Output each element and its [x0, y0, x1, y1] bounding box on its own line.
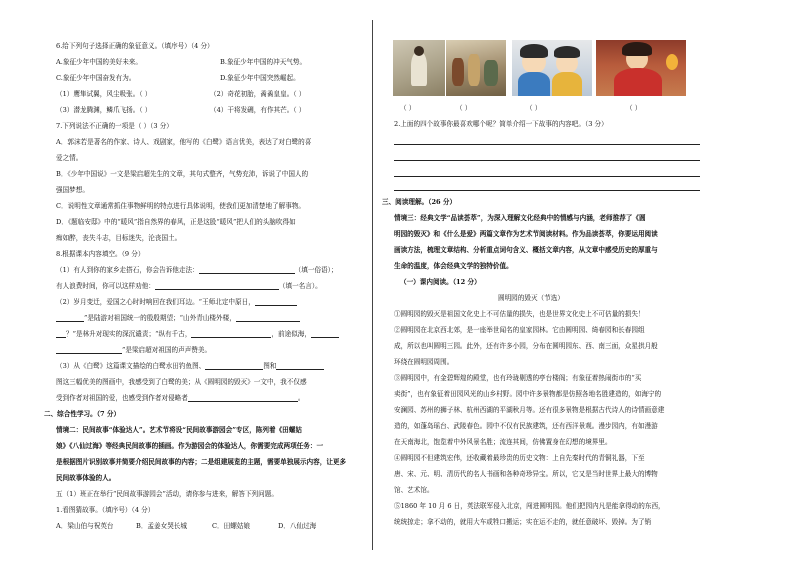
q8-line-4 [56, 314, 300, 322]
q8-text: （2）岁月变迁，爱国之心时时响回在我们耳边。“王师北定中原日， [56, 298, 255, 306]
q7-option-d-line1: D．《题临安邸》中的“暖风”指自然界的春风，正是这股“暖风”把人们的头脑吹得如 [56, 218, 296, 226]
q8-stem: 8.根据课本内容填空。（9 分） [56, 250, 145, 258]
passage-line: 馆、艺术馆。 [394, 486, 434, 494]
q7-option-b-line2: 强国梦想。 [56, 186, 89, 194]
fill-blank[interactable] [199, 267, 295, 274]
story-option-a: A．梁山伯与祝英台 [56, 522, 114, 530]
answer-line[interactable] [394, 144, 700, 145]
fill-blank[interactable] [155, 283, 279, 290]
passage-line: ②圆明园在北京西北郊，是一座举世闻名的皇家园林。它由圆明园、绮春园和长春园组 [394, 326, 645, 334]
q8-line-1 [56, 266, 338, 274]
q7-option-d-line2: 痴如醉，丧失斗志，目标迷失，沦丧国土。 [56, 234, 182, 242]
q8-line-8: 图这三幅优美的图画中，我感受到了白鹭的美；从《圆明园的毁灭》一文中，我不仅感 [56, 378, 307, 386]
q6-item-3: （3）潜龙腾渊，鳞爪飞扬。（ ） [56, 106, 152, 114]
section-2-task: 五（1）班正在举行“民间故事游园会”活动，请你参与进来，解答下列问题。 [56, 490, 278, 498]
story-picture-2 [446, 40, 506, 96]
passage-line: ③圆明园中，有金碧辉煌的殿堂，也有玲珑剔透的亭台楼阁；有象征着热闹街市的“买 [394, 374, 642, 382]
q8-text: （3）从《白鹭》这篇课文描绘的白鹭水田钓鱼图、 [56, 362, 206, 370]
column-divider [372, 20, 373, 550]
q6-item-1: （1）鹰隼试翼，风尘吸张。（ ） [56, 90, 152, 98]
fill-blank[interactable] [255, 299, 297, 306]
passage-line: 唐、宋、元、明、清历代的名人书画和各种奇珍异宝。所以，它又是当时世界上最大的博物 [394, 470, 658, 478]
passage-line: ⑤1860 年 10 月 6 日，英法联军侵入北京，闯进圆明园。他们把园内凡是能拿得动的东西， [394, 502, 665, 510]
section-3-scene-line2: 明园的毁灭》和《什么是爱》两篇文章作为艺术节阅读材料。作为品读荟萃，你要运用阅读 [394, 230, 658, 238]
fill-blank[interactable] [56, 315, 84, 322]
q6-stem: 6.给下列句子选择正确的象征意义。（填序号）（4 分） [56, 42, 214, 50]
q8-text: 受到作者对祖国的爱，也感受到作者对侵略者 [56, 394, 188, 402]
fill-blank[interactable] [56, 347, 122, 354]
q8-line-5 [56, 330, 339, 338]
q6-option-b: B.象征少年中国的冲天气势。 [220, 58, 307, 66]
section-3-scene-line4: 生命的温度，体会经典文学的独特价值。 [394, 262, 513, 270]
q8-line-9 [56, 394, 304, 402]
answer-line[interactable] [394, 160, 700, 161]
q8-text: （填一名言）。 [278, 282, 322, 290]
passage-line: ④圆明园不但建筑宏伟，还收藏着最珍贵的历史文物：上自先秦时代的青铜礼器，下至 [394, 454, 645, 462]
q6-option-d: D.象征少年中国突然崛起。 [220, 74, 300, 82]
q7-option-a-line2: 爱之情。 [56, 154, 83, 162]
q7-stem: 7.下列说法不正确的一项是（ ）（3 分） [56, 122, 173, 130]
story-picture-1 [393, 40, 445, 96]
passage-line: 成，所以也叫圆明三园。此外，还有许多小园，分布在圆明园东、西、南三面，众星拱月般 [394, 342, 658, 350]
q7-option-a-line1: A．郭沫若是著名的作家、诗人、戏剧家，他写的《白鹭》语言优美，表达了对白鹭的喜 [56, 138, 312, 146]
q8-text: 。 [297, 394, 305, 402]
fill-blank[interactable] [205, 363, 263, 370]
section-2-scene-line2: 娘》《八仙过海》等经典民间故事的插画。作为游园会的体验达人，你需要完成两项任务：一 [56, 442, 324, 450]
passage-line: 环绕在圆明园周围。 [394, 358, 454, 366]
story-picture-3 [512, 40, 592, 96]
passage-line: 造的，如蓬岛瑶台、武陵春色。园中不仅有民族建筑，还有西洋景观。漫步园内，有如漫游 [394, 422, 658, 430]
q6-option-c: C.象征少年中国奋发有为。 [56, 74, 136, 82]
passage-line: 统统掠走；拿不动的，就用大车或牲口搬运；实在运不走的，就任意破坏、毁掉。为了销 [394, 518, 652, 526]
passage-line: ①圆明园的毁灭是祖国文化史上不可估量的损失，也是世界文化史上不可估量的损失！ [394, 310, 645, 318]
q8-text: （1）有人到你的家乡走搭石，你会告诉他走法： [56, 266, 199, 274]
q8-text: ”是陆游对祖国统一的殷殷期望；“山外青山楼外楼， [84, 314, 236, 322]
picture-3-answer[interactable]: （ ） [526, 104, 542, 112]
section-2-scene-line4: 民间故事体验的人。 [56, 474, 116, 482]
section-3-scene-line3: 画读方法，梳理文章结构、分析重点词句含义、概括文章内容，从文章中感受历史的厚重与 [394, 246, 658, 254]
section-3-title: 三、阅读理解。（26 分） [382, 198, 457, 206]
q7-option-b-line1: B．《少年中国说》一文是梁启超先生的文章，其句式整齐，气势充沛，诉说了中国人的 [56, 170, 309, 178]
section-2-title: 二、综合性学习。（7 分） [44, 410, 121, 418]
section-3-scene-line1: 情境三：经典文学“品读荟萃”，为深入理解文化经典中的情感与内涵，老师推荐了《圆 [394, 214, 646, 222]
fill-blank[interactable] [56, 331, 66, 338]
picture-4-answer[interactable]: （ ） [626, 104, 642, 112]
passage-title: 圆明园的毁灭（节选） [498, 294, 564, 302]
q6-option-a: A.象征少年中国的美好未来。 [56, 58, 142, 66]
passage-line: 安澜园、苏州的狮子林、杭州西湖的平湖秋月等。还有很多景物是根据古代诗人的诗情画意建 [394, 406, 665, 414]
q6-item-4: （4）干将发硎，有作其芒。（ ） [210, 106, 306, 114]
q7-option-c: C．说明性文章通常抓住事物鲜明的特点进行具体说明，使我们更加清楚地了解事物。 [56, 202, 306, 210]
fill-blank[interactable] [191, 331, 271, 338]
q8-text: ，前途似海， [271, 330, 311, 338]
q8-text: （填一俗语）； [294, 266, 338, 274]
fill-blank[interactable] [236, 315, 300, 322]
section-2-scene-line1: 情境二：民间故事“体验达人”。艺术节将设“民间故事游园会”专区，陈列着《田螺姑 [56, 426, 302, 434]
passage-line: 卖街”，也有象征着田园风光的山乡村野。园中许多景物都是仿照各地名胜建造的，如海宁的 [394, 390, 662, 398]
section-2-q2-stem: 2.上面的四个故事你最喜欢哪个呢？简单介绍一下故事的内容吧。（3 分） [394, 120, 608, 128]
section-2-scene-line3: 是根据图片识别故事并简要介绍民间故事的内容；二是组建展览的主题，需要单独展示内容，让更多 [56, 458, 347, 466]
picture-1-answer[interactable]: （ ） [400, 104, 416, 112]
story-option-d: D．八仙过海 [278, 522, 317, 530]
story-option-c: C．田螺姑娘 [212, 522, 251, 530]
picture-2-answer[interactable]: （ ） [456, 104, 472, 112]
subsection-1-title: （一）课内阅读。（12 分） [400, 278, 481, 286]
q8-text: ”是梁启超对祖国的声声赞美。 [122, 346, 212, 354]
q8-text: ？”是林升对现实的深沉谴责；“纵有千古， [66, 330, 192, 338]
passage-line: 在天南海北，饱览着中外风景名胜；流连其间，仿佛置身在幻想的境界里。 [394, 438, 612, 446]
answer-line[interactable] [394, 190, 700, 191]
q8-line-3 [56, 298, 297, 306]
fill-blank[interactable] [311, 331, 339, 338]
q6-item-2: （2）奇花初胎，矞矞皇皇。（ ） [210, 90, 306, 98]
q8-line-6 [56, 346, 211, 354]
fill-blank[interactable] [188, 395, 298, 402]
q8-line-2 [56, 282, 322, 290]
story-picture-4 [596, 40, 686, 96]
q8-text: 图和 [263, 362, 277, 370]
fill-blank[interactable] [276, 363, 324, 370]
q8-text: 有人浪费时间，你可以这样劝他： [56, 282, 155, 290]
section-2-q1-stem: 1.看图猜故事。（填序号）（4 分） [56, 506, 155, 514]
answer-line[interactable] [394, 176, 700, 177]
q8-line-7 [56, 362, 324, 370]
story-option-b: B．孟姜女哭长城 [136, 522, 188, 530]
